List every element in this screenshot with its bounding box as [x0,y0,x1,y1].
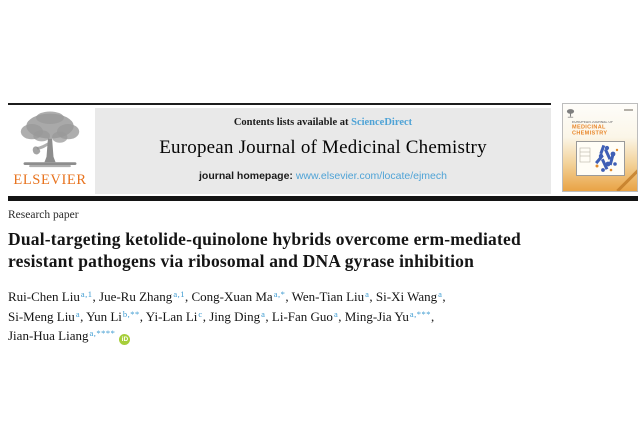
elsevier-tree-icon [8,108,92,172]
author-name: Si-Meng Liu [8,308,75,324]
orcid-icon[interactable]: iD [119,334,130,345]
author-name: Yun Li [86,308,122,324]
author-name: Wen-Tian Liu [291,289,365,304]
author-name: Cong-Xuan Ma [191,289,273,304]
author-list: Rui-Chen Liu$^{a,1}$, Jue-Ru Zhang$^{a,1}$, Cong-Xuan $Ma^{a,*}$, Wen-Tian Liu$^a$, Si-Xi Wang$^a$, Si-Meng Liu$^a$, Yun $Li^{b,**}$, Yi-Lan Li$^c$, Jing Ding$^a$, Li-Fan Guo$^a$, Ming-Jia $Yu^{a,***}$, Jian-Hua Liang$^{a,****}$iD [8,289,446,343]
author-affiliation-superscript[interactable]: a,1 [80,289,93,299]
header-top-rule [8,103,551,105]
author-affiliation-superscript[interactable]: c [198,308,203,319]
author-affiliation-superscript[interactable]: a [261,308,266,319]
author-name: Jian-Hua Liang [8,328,89,343]
header-bottom-bar [8,196,638,201]
homepage-line [95,170,551,182]
cover-molecule-figure [576,141,625,176]
cover-journal-series: EUROPEAN JOURNAL OF [572,121,614,125]
author-affiliation-superscript[interactable]: a [438,289,443,299]
cover-issue-text [624,109,633,111]
journal-banner [95,108,551,194]
journal-title: European Journal of Medicinal Chemistry [159,137,487,158]
author-affiliation-superscript[interactable]: b,** [122,308,140,319]
author-name: Jing Ding [209,308,261,324]
author-affiliation-superscript[interactable]: a,*** [409,308,432,319]
author-name: Rui-Chen Liu [8,289,80,304]
author-affiliation-superscript[interactable]: a,* [273,289,286,299]
elsevier-logo[interactable] [8,108,92,194]
cover-title-line2: CHEMISTRY [572,129,608,136]
author-affiliation-superscript[interactable]: a,**** [89,328,116,338]
article-title-line2: resistant pathogens via ribosomal and DNA gyrase inhibition [8,251,475,271]
author-affiliation-superscript[interactable]: a,1 [173,289,185,299]
article-title [8,228,568,272]
cover-title-line1: MEDICINAL [572,124,606,131]
author-name: Li-Fan Guo [271,308,333,324]
article-type-label: Research paper [8,209,79,221]
homepage-prefix: journal homepage: [199,170,296,182]
author-affiliation-superscript[interactable]: a [365,289,370,299]
author-name: Jue-Ru Zhang [99,289,173,304]
journal-homepage-link[interactable]: www.elsevier.com/locate/ejmech [295,170,447,182]
sciencedirect-link[interactable]: ScienceDirect [351,117,413,128]
author-affiliation-superscript[interactable]: a [333,308,339,319]
author-name: Ming-Jia Yu [344,308,409,324]
cover-journal-title [572,125,607,136]
author-name: Si-Xi Wang [375,289,438,304]
elsevier-wordmark: ELSEVIER [13,172,87,188]
author-affiliation-superscript[interactable]: a [75,308,81,319]
contents-prefix: Contents lists available at [233,117,352,128]
journal-cover-thumbnail[interactable] [562,103,638,192]
contents-line [95,117,551,128]
article-title-line1: Dual-targeting ketolide-quinolone hybrids overcome erm-mediated [8,229,521,249]
author-name: Yi-Lan Li [145,308,198,324]
